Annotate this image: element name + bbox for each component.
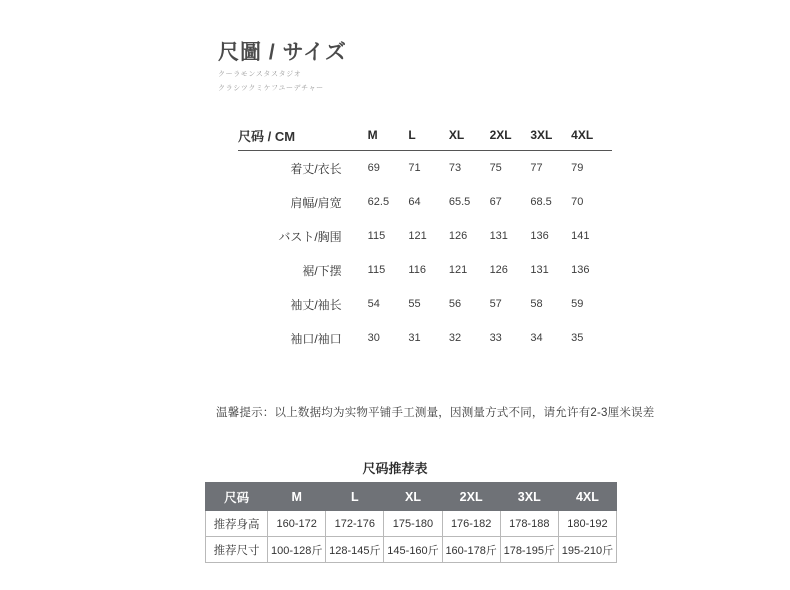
row-value: 34 <box>530 332 543 344</box>
row-value: 121 <box>448 264 468 276</box>
row-value: 75 <box>489 162 502 174</box>
row-value: 175-180 <box>384 511 442 537</box>
table-row <box>238 151 612 186</box>
row-value: 141 <box>571 230 590 242</box>
measurement-note: 温馨提示：以上数据均为实物平铺手工测量，因测量方式不同，请允许有2-3厘米误差 <box>216 407 655 419</box>
row-value: 58 <box>530 298 543 310</box>
recommend-col-m: M <box>268 483 326 511</box>
size-chart-corner-label: 尺码 / CM <box>238 128 296 144</box>
row-value: 126 <box>448 230 468 242</box>
row-label: 袖丈/袖长 <box>290 297 342 312</box>
row-label: 肩幅/肩宽 <box>290 195 342 210</box>
row-value: 100-128斤 <box>268 537 326 563</box>
row-value: 59 <box>571 298 584 310</box>
size-chart-table <box>238 120 612 355</box>
row-value: 57 <box>489 298 502 310</box>
row-value: 115 <box>367 264 386 276</box>
table-row <box>238 253 612 287</box>
size-chart-col-m: M <box>367 128 378 142</box>
recommend-col-l: L <box>326 483 384 511</box>
row-value: 160-172 <box>268 511 326 537</box>
recommend-header-row <box>206 483 617 511</box>
table-row <box>206 537 617 563</box>
size-chart-col-2xl: 2XL <box>489 128 512 142</box>
row-value: 67 <box>489 196 502 208</box>
table-row <box>238 321 612 355</box>
row-value: 172-176 <box>326 511 384 537</box>
row-value: 54 <box>367 298 380 310</box>
row-value: 65.5 <box>448 196 471 208</box>
row-label: 着丈/衣长 <box>290 161 342 176</box>
row-label: 裾/下摆 <box>302 263 342 278</box>
row-value: 56 <box>448 298 462 310</box>
row-value: 115 <box>367 230 386 242</box>
row-value: 180-192 <box>558 511 616 537</box>
row-value: 195-210斤 <box>558 537 616 563</box>
recommend-table-head <box>206 483 617 511</box>
row-value: 178-188 <box>500 511 558 537</box>
row-value: 131 <box>489 230 508 242</box>
page-title: 尺圖 / サイズ <box>218 41 347 64</box>
row-label: 袖口/袖口 <box>290 331 342 346</box>
recommend-col-label: 尺码 <box>206 483 268 511</box>
recommend-col-4xl: 4XL <box>558 483 616 511</box>
row-value: 136 <box>571 264 590 276</box>
size-chart-head <box>238 120 612 151</box>
row-value: 136 <box>530 230 549 242</box>
recommend-col-3xl: 3XL <box>500 483 558 511</box>
recommend-col-xl: XL <box>384 483 442 511</box>
table-row <box>238 185 612 219</box>
recommend-table-title: 尺码推荐表 <box>362 461 428 476</box>
page-header <box>218 40 347 94</box>
row-value: 121 <box>408 230 427 242</box>
row-value: 68.5 <box>530 196 552 208</box>
row-value: 69 <box>367 162 380 174</box>
size-chart-col-xl: XL <box>448 128 465 142</box>
size-chart-col-l: L <box>408 128 416 142</box>
table-row <box>238 287 612 321</box>
row-value: 33 <box>489 332 502 344</box>
row-value: 77 <box>530 162 543 174</box>
row-value: 30 <box>367 332 380 344</box>
row-value: 160-178斤 <box>442 537 500 563</box>
row-value: 116 <box>408 264 426 276</box>
recommend-table-body <box>206 511 617 563</box>
size-chart-body <box>238 151 612 356</box>
table-row <box>206 511 617 537</box>
row-value: 32 <box>448 332 462 344</box>
row-value: 79 <box>571 162 584 174</box>
row-value: 64 <box>408 196 421 208</box>
size-chart-col-4xl: 4XL <box>571 128 594 142</box>
size-chart-header-row <box>238 120 612 151</box>
row-label: バスト/胸围 <box>278 229 342 244</box>
row-value: 71 <box>408 162 421 174</box>
row-value: 145-160斤 <box>384 537 442 563</box>
row-value: 62.5 <box>367 196 390 208</box>
size-chart-col-3xl: 3XL <box>530 128 553 142</box>
row-value: 178-195斤 <box>500 537 558 563</box>
recommend-table <box>205 482 617 563</box>
row-value: 31 <box>408 332 421 344</box>
row-value: 35 <box>571 332 584 344</box>
row-value: 128-145斤 <box>326 537 384 563</box>
page-subtitle-line2: クラシツクミケフユーデチャー <box>218 85 324 92</box>
row-value: 70 <box>571 196 584 208</box>
row-label: 推荐尺寸 <box>206 537 268 563</box>
table-row <box>238 219 612 253</box>
row-value: 176-182 <box>442 511 500 537</box>
row-label: 推荐身高 <box>206 511 268 537</box>
row-value: 73 <box>448 162 462 174</box>
recommend-col-2xl: 2XL <box>442 483 500 511</box>
row-value: 126 <box>489 264 508 276</box>
row-value: 55 <box>408 298 421 310</box>
page-subtitle-line1: クーラモンスタスタジオ <box>218 71 302 78</box>
row-value: 131 <box>530 264 549 276</box>
